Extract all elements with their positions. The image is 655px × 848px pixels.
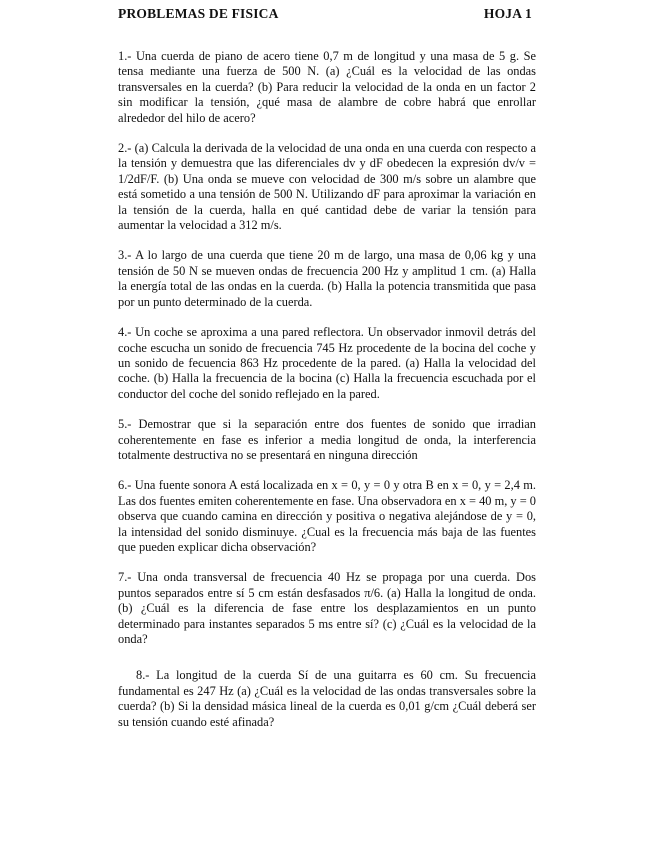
problem-number: 3.- [118,248,132,263]
problem-4 [118,325,536,402]
problem-number: 4.- [118,325,132,340]
problem-text: Una onda transversal de frecuencia 40 Hz se propaga por una cuerda. Dos puntos separados entre sí 5 cm están desfasados π/6. (a) Halla la longitud de onda. (b) ¿Cuál es la diferencia de fase entre los desplazamientos en un punto determinado para instantes separados 5 ms entre sí? (c) ¿Cuál es la velocidad de la onda? [118,570,536,646]
problem-number: 1.- [118,49,132,63]
sheet-label: HOJA 1 [483,6,532,21]
problem-7 [118,570,536,647]
problem-number: 5.- [118,417,132,432]
problem-text: A lo largo de una cuerda que tiene 20 m de largo, una masa de 0,06 kg y una tensión de 50 N se mueven ondas de frecuencia 200 Hz y amplitud 1 cm. (a) Halla la energía total de las ondas en la cuerda. (b) Halla la potencia transmitida que pasa por un punto determinado de la cuerda. [118,248,536,309]
document-title: PROBLEMAS DE FISICA [118,6,279,21]
problem-8 [118,668,536,730]
problem-number: 8.- [136,668,150,683]
problem-5 [118,417,536,463]
problem-number: 6.- [118,478,132,493]
problem-text: La longitud de la cuerda Sí de una guitarra es 60 cm. Su frecuencia fundamental es 247 Hz (a) ¿Cuál es la velocidad de las ondas transversales sobre la cuerda? (b) Si la densidad másica lineal de la cuerda es 0,01 g/cm ¿Cuál deberá ser su tensión cuando esté afinada? [118,668,536,729]
problem-number: 7.- [118,570,132,585]
problem-text: Una fuente sonora A está localizada en x = 0, y = 0 y otra B en x = 0, y = 2,4 m. Las dos fuentes emiten coherentemente en fase. Una observadora en x = 40 m, y = 0 observa que cuando camina en dirección y positiva o negativa alejándose de y = 0, la intensidad del sonido disminuye. ¿Cual es la frecuencia más baja de las fuentes que pueden explicar dicha observación? [118,478,536,554]
problem-text: (a) Calcula la derivada de la velocidad de una onda en una cuerda con respecto a la tensión y demuestra que las diferenciales dv y dF obedecen la expresión dv/v = 1/2dF/F. (b) Una onda se mueve con velocidad de 300 m/s sobre un alambre que está sometido a una tensión de 500 N. Utilizando dF para aproximar la variación en la tensión de la cuerda, halla en qué cantidad debe de variar la tensión para aumentar la velocidad a 312 m/s. [118,141,536,233]
problem-text: Un coche se aproxima a una pared reflectora. Un observador inmovil detrás del coche escucha un sonido de frecuencia 745 Hz procedente de la bocina del coche y un sonido de fecuencia 863 Hz procedente de la pared. (a) Halla la velocidad del coche. (b) Halla la frecuencia de la bocina (c) Halla la frecuencia escuchada por el conductor del coche del sonido reflejado en la pared. [118,325,536,401]
problem-text: Una cuerda de piano de acero tiene 0,7 m de longitud y una masa de 5 g. Se tensa mediante una fuerza de 500 N. (a) ¿Cuál es la velocidad de las ondas transversales en la cuerda? (b) Para reducir la velocidad de la onda en un factor 2 sin modificar la tensión, ¿qué masa de alambre de cobre habrá que enrollar alrededor del hilo de acero? [118,49,536,125]
page-header [118,6,532,22]
problem-6 [118,478,536,555]
problem-list [118,49,536,745]
problem-number: 2.- [118,141,132,156]
problem-text: Demostrar que si la separación entre dos fuentes de sonido que irradian coherentemente en fase es inferior a media longitud de onda, la interferencia totalmente destructiva no se presentará en ninguna dirección [118,417,536,462]
problem-3 [118,248,536,310]
problem-1 [118,49,536,126]
problem-2 [118,141,536,233]
